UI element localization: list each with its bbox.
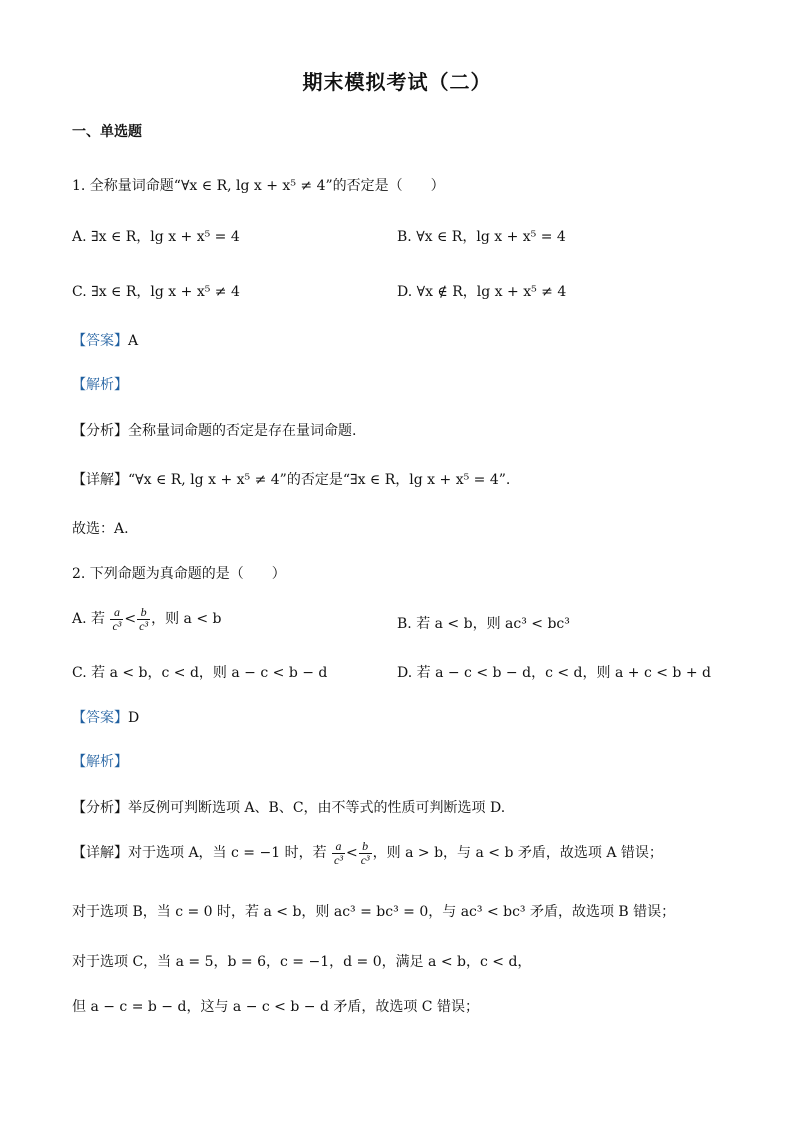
answer-tag: 【答案】 [72,333,128,349]
fenxi-tag: 【分析】 [72,800,128,816]
q2-option-a-prefix: A. 若 [72,611,106,628]
q2-option-d: D. 若 a − c < b − d，c < d，则 a + c < b + d [397,665,711,681]
q2-xiangjie-line3: 对于选项 C，当 a = 5，b = 6，c = −1，d = 0，满足 a < b，c < d， [72,954,532,970]
q1-conclusion: 故选：A. [72,521,129,537]
q1-option-c: C. ∃x ∈ R，lg x + x⁵ ≠ 4 [72,284,240,300]
q1-option-d: D. ∀x ∉ R，lg x + x⁵ ≠ 4 [397,284,567,300]
fenxi-tag: 【分析】 [72,423,128,439]
section-heading: 一、单选题 [72,124,142,140]
page-title: 期末模拟考试（二） [302,70,492,94]
q2-option-a-suffix: ，则 a < b [151,611,222,628]
q2-option-a [72,606,221,632]
xiangjie-line1-suffix: ，则 a > b，与 a < b 矛盾，故选项 A 错误； [372,845,663,862]
q2-xiangjie-line1 [72,840,663,866]
q2-stem: 2. 下列命题为真命题的是（ ） [72,566,286,582]
answer-tag: 【答案】 [72,710,128,726]
q1-stem: 1. 全称量词命题“∀x ∈ R, lg x + x⁵ ≠ 4”的否定是（ ） [72,178,445,194]
q1-option-b: B. ∀x ∈ R，lg x + x⁵ = 4 [397,229,566,245]
q1-answer [72,334,138,348]
xiangjie-line1-prefix: 对于选项 A，当 c = −1 时，若 [128,845,327,862]
xiangjie-text: “∀x ∈ R, lg x + x⁵ ≠ 4”的否定是“∃x ∈ R，lg x + x⁵ = 4”. [128,472,511,488]
q1-option-a: A. ∃x ∈ R，lg x + x⁵ = 4 [72,229,240,245]
less-than: < [124,611,137,628]
fenxi-text: 举反例可判断选项 A、B、C，由不等式的性质可判断选项 D. [128,800,506,816]
fenxi-text: 全称量词命题的否定是存在量词命题. [128,423,357,439]
q1-analysis-tag: 【解析】 [72,377,128,393]
q1-xiangjie [72,473,510,487]
answer-value: D [128,710,140,726]
q2-option-c: C. 若 a < b，c < d，则 a − c < b − d [72,665,328,681]
q2-xiangjie-line2: 对于选项 B，当 c = 0 时，若 a < b，则 ac³ = bc³ = 0，与 ac³ < bc³ 矛盾，故选项 B 错误； [72,904,676,920]
q2-answer [72,711,139,725]
q2-option-b: B. 若 a < b，则 ac³ < bc³ [397,616,570,632]
q2-xiangjie-line4: 但 a − c = b − d，这与 a − c < b − d 矛盾，故选项 C 错误； [72,999,479,1015]
fraction-a-over-c3: $\frac{a}{\text{c³}}$ [112,605,122,633]
q2-analysis-tag: 【解析】 [72,754,128,770]
fraction-b-over-c3: $\frac{b}{\text{c³}}$ [360,839,370,867]
fraction-a-over-c3: $\frac{a}{\text{c³}}$ [334,839,343,867]
xiangjie-tag: 【详解】 [72,472,128,488]
less-than: < [345,845,358,862]
answer-value: A [128,333,139,349]
q2-fenxi [72,801,505,815]
xiangjie-tag: 【详解】 [72,845,128,862]
q1-fenxi [72,424,356,438]
fraction-b-over-c3: $\frac{b}{\text{c³}}$ [139,605,149,633]
